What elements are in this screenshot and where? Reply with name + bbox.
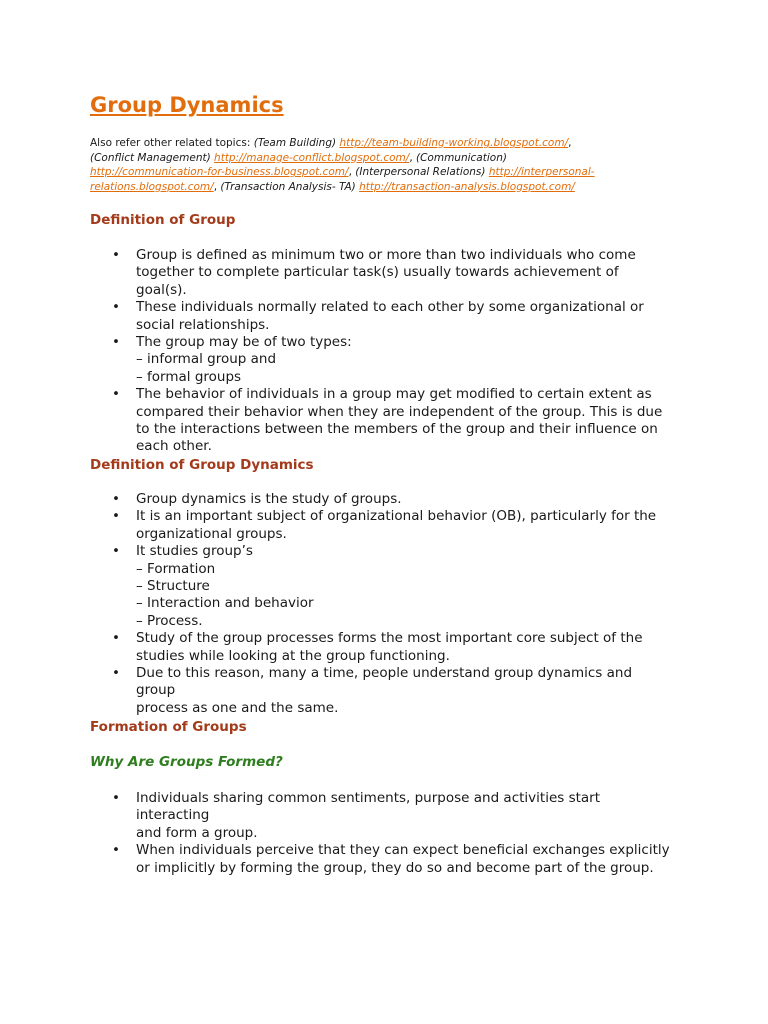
list-item-line: Individuals sharing common sentiments, purpose and activities start interacting [136,790,601,824]
related-topics-intro: Also refer other related topics: [90,137,251,149]
list-item [112,299,672,334]
list-item-line: When individuals perceive that they can expect beneficial exchanges explicitly [136,842,670,859]
related-topics: Also refer other related topics: (Team Building) http://team-building-working.blogspot.com/, (Conflict Management) http://manage-conflict.blogspot.com/, (Communication) http://communication-for-business.blogspot.com/, (Interpersonal Relations) http://interpersonal- relations.blogspot.com/, (Transaction Analysis- TA) http://transaction-analysis.blogspot.com/ [90,137,595,193]
list-item-line: It is an important subject of organizational behavior (OB), particularly for the [136,508,657,525]
topic-label: (Transaction Analysis- TA) [220,180,356,193]
list-item [112,543,672,630]
list-item-line: It studies group’s [136,543,253,560]
communication-link[interactable]: http://communication-for-business.blogspot.com/ [90,166,349,178]
list-item-line: process as one and the same. [136,699,339,716]
topic-label: (Communication) [416,151,507,164]
list-item [112,508,672,543]
list-item [112,842,672,877]
definition-dynamics-list [112,491,672,717]
list-item-line: each other. [136,438,212,455]
list-item-line: The group may be of two types: [136,334,352,351]
bullet-icon: • [112,334,120,351]
list-item-line: and form a group. [136,824,258,841]
list-item-line: compared their behavior when they are independent of the group. This is due [136,403,663,420]
list-item [112,247,672,299]
topic-label: (Interpersonal Relations) [355,166,486,178]
list-item-line: – Structure [136,578,210,595]
bullet-icon: • [112,630,120,647]
list-item [112,491,672,508]
topic-label: (Conflict Management) [90,151,211,164]
list-item-line: – Formation [136,560,216,577]
list-item-line: Group is defined as minimum two or more than two individuals who come [136,247,636,263]
bullet-icon: • [112,543,120,560]
list-item-line: The behavior of individuals in a group may get modified to certain extent as [136,386,652,403]
list-item-line: together to complete particular task(s) usually towards achievement of goal(s). [136,264,619,298]
bullet-icon: • [112,790,120,806]
list-item [112,665,672,717]
section-heading-definition-group: Definition of Group [90,212,236,228]
bullet-icon: • [112,386,120,403]
bullet-icon: • [112,491,120,507]
interpersonal-relations-link[interactable]: http://interpersonal- [488,166,595,178]
list-item-line: These individuals normally related to each other by some organizational or [136,299,644,316]
topic-label: (Team Building) [253,137,337,149]
bullet-icon: • [112,665,120,682]
list-item-line: – Interaction and behavior [136,595,314,612]
list-item [112,790,672,842]
subheading-why-groups-formed: Why Are Groups Formed? [90,754,283,770]
list-item-line: Group dynamics is the study of groups. [136,491,402,507]
bullet-icon: • [112,508,120,525]
conflict-management-link[interactable]: http://manage-conflict.blogspot.com/ [214,151,410,164]
list-item-line: or implicitly by forming the group, they do so and become part of the group. [136,859,654,876]
bullet-icon: • [112,247,120,263]
list-item-line: Study of the group processes forms the most important core subject of the [136,630,643,647]
bullet-icon: • [112,299,120,316]
section-heading-formation: Formation of Groups [90,719,247,735]
list-item-line: studies while looking at the group functioning. [136,647,450,664]
transaction-analysis-link[interactable]: http://transaction-analysis.blogspot.com/ [359,180,575,193]
list-item-line: to the interactions between the members of the group and their influence on [136,421,658,438]
team-building-link[interactable]: http://team-building-working.blogspot.com/ [339,137,569,149]
list-item-line: – informal group and [136,351,277,368]
formation-list [112,790,672,877]
definition-group-list [112,247,672,456]
section-heading-definition-dynamics: Definition of Group Dynamics [90,457,314,473]
list-item-line: Due to this reason, many a time, people understand group dynamics and group [136,665,633,699]
list-item-line: – formal groups [136,368,242,385]
list-item [112,386,672,456]
page-title: Group Dynamics [90,93,284,117]
list-item-line: social relationships. [136,316,270,333]
list-item-line: – Process. [136,612,203,629]
bullet-icon: • [112,842,120,859]
interpersonal-relations-link[interactable]: relations.blogspot.com/ [90,180,214,193]
list-item [112,630,672,665]
list-item [112,334,672,386]
list-item-line: organizational groups. [136,525,287,542]
